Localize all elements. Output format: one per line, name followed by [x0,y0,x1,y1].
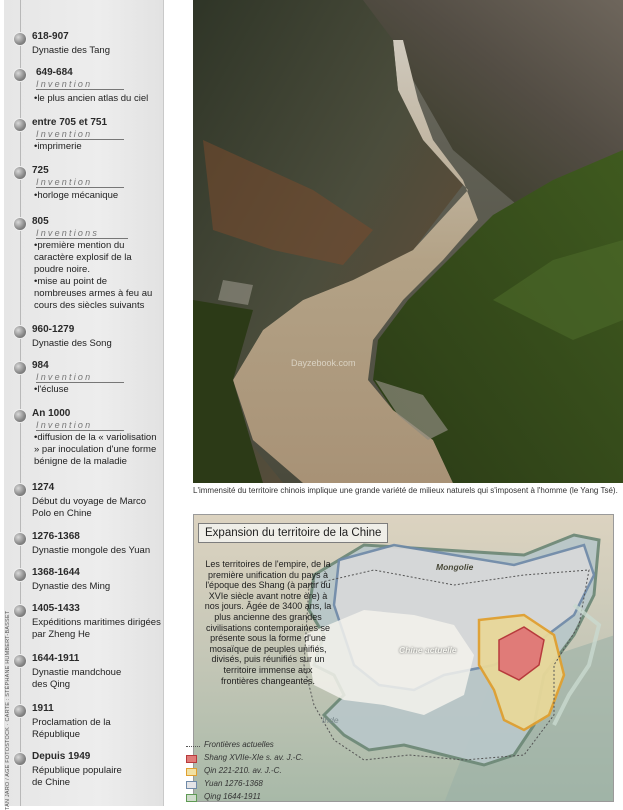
timeline-description: Début du voyage de Marco Polo en Chine [32,496,147,519]
yangtze-gorge-photo [193,0,623,483]
legend-label: Qing 1644-1911 [204,792,261,801]
timeline-date: 1368-1644 [32,567,80,578]
timeline-date: 984 [32,360,49,371]
timeline-date: 1276-1368 [32,531,80,542]
legend-label: Frontières actuelles [204,740,274,749]
legend-label: Qin 221-210. av. J.-C. [204,766,282,775]
invention-item: •imprimerie [34,141,82,152]
dotted-line-icon [186,746,200,747]
legend-label: Yuan 1276-1368 [204,779,263,788]
timeline-description: Dynastie des Ming [32,581,111,592]
timeline-description: Proclamation de la République [32,717,111,740]
invention-item: •première mention du caractère explosif de la poudre noire. [34,240,132,275]
map-title: Expansion du territoire de la Chine [205,527,382,539]
timeline-bullet-icon [14,33,26,45]
watermark: Dayzebook.com [291,358,356,368]
invention-tag: Inventions [36,228,128,239]
invention-item: •diffusion de la « variolisation » par inoculation d'une forme bénigne de la maladie [34,432,157,467]
timeline-sidebar [4,0,164,810]
legend-label: Shang XVIIe-XIe s. av. J.-C. [204,753,304,762]
timeline-bullet-icon [14,569,26,581]
timeline-description: Expéditions maritimes dirigées par Zheng He [32,617,161,640]
timeline-bullet-icon [14,326,26,338]
timeline-bullet-icon [14,410,26,422]
timeline-bullet-icon [14,605,26,617]
timeline-bullet-icon [14,218,26,230]
map-label-inde: Inde [322,715,339,725]
timeline-bullet-icon [14,119,26,131]
timeline-bullet-icon [14,533,26,545]
invention-item: •l'écluse [34,384,69,395]
timeline-date: entre 705 et 751 [32,117,108,128]
qing-swatch [186,794,197,802]
timeline-bullet-icon [14,655,26,667]
timeline-bullet-icon [14,753,26,765]
timeline-date: 1405-1433 [32,603,80,614]
timeline-description: Dynastie mandchoue des Qing [32,667,122,690]
invention-item: •horloge mécanique [34,190,119,201]
yuan-swatch [186,781,197,789]
timeline-bullet-icon [14,705,26,717]
timeline-description: République populaire de Chine [32,765,122,788]
timeline-date: 725 [32,165,49,176]
timeline-description: Dynastie mongole des Yuan [32,545,151,556]
photo-credit: TAN JARO / AGE FOTOSTOCK · CARTE : STÉPHANE HUMBERT-BASSET [5,610,11,810]
invention-item: •mise au point de nombreuses armes à feu au cours des siècles suivants [34,276,153,311]
timeline-bullet-icon [14,167,26,179]
photo-caption: L'immensité du territoire chinois implique une grande variété de milieux naturels qui s'imposent à l'homme (le Yang Tsé). [193,486,618,495]
timeline-date: An 1000 [32,408,71,419]
invention-tag: Invention [36,372,124,383]
timeline-bullet-icon [14,362,26,374]
map-title-box [198,523,388,543]
map-label-mongolie: Mongolie [436,562,474,572]
invention-tag: Invention [36,177,124,188]
timeline-date: 618-907 [32,31,69,42]
timeline-bullet-icon [14,484,26,496]
timeline-description: Dynastie des Tang [32,45,110,56]
invention-tag: Invention [36,129,124,140]
invention-tag: Invention [36,79,124,90]
map-label-chine: Chine actuelle [399,645,457,655]
timeline-date: 1274 [32,482,55,493]
timeline-bullet-icon [14,69,26,81]
timeline-date: 1644-1911 [32,653,80,664]
timeline-date: 960-1279 [32,324,75,335]
invention-item: •le plus ancien atlas du ciel [34,93,149,104]
timeline-date: 1911 [32,703,54,714]
shang-swatch [186,755,197,763]
gorge-illustration [193,0,623,483]
qin-swatch [186,768,197,776]
invention-tag: Invention [36,420,124,431]
map-description: Les territoires de l'empire, de la première unification du pays à l'époque des Shang (à partir du XVIe siècle avant notre ère) à nos jours. Âgée de 3400 ans, la plus ancienne des grandes civilisations contemporaines se présente sous la forme d'une mosaïque de peuples unifiés, divisés, puis réunifiés sur un territoire immense aux frontières changeantes. [204,559,332,686]
timeline-date: Depuis 1949 [32,751,91,762]
timeline-date: 805 [32,216,49,227]
timeline-description: Dynastie des Song [32,338,112,349]
timeline-date: 649-684 [36,67,73,78]
